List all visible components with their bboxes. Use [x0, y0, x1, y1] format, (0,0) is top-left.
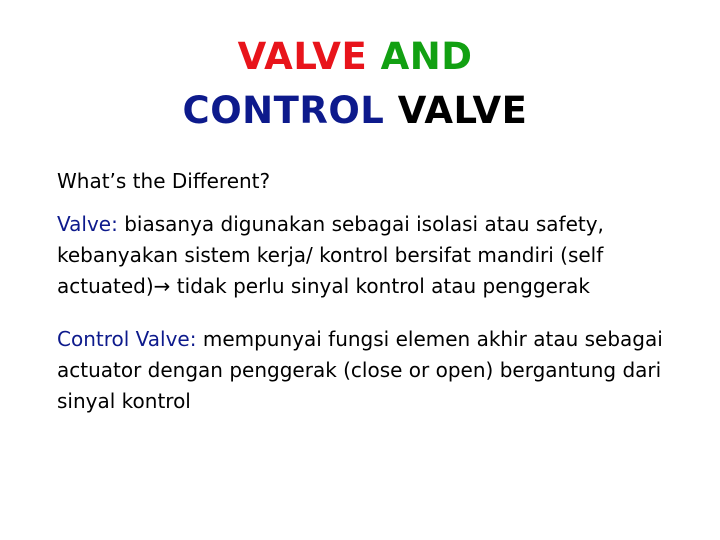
title-word-valve: VALVE [237, 35, 368, 78]
title-word-and: AND [380, 35, 473, 78]
title-word-control: CONTROL [182, 89, 385, 132]
right-arrow-icon: → [153, 274, 171, 298]
title-word-valve-2: VALVE [397, 89, 528, 132]
slide-title [120, 30, 590, 138]
slide-body [57, 166, 677, 417]
valve-term: Valve: [57, 212, 118, 236]
valve-definition [57, 209, 677, 302]
title-line-2 [120, 84, 590, 138]
title-line-1 [120, 30, 590, 84]
intro-question: What’s the Different? [57, 169, 271, 193]
control-valve-definition [57, 324, 677, 417]
control-valve-description: mempunyai fungsi elemen akhir atau sebagai actuator dengan penggerak (close or open) bergantung dari sinyal kontrol [57, 327, 663, 413]
valve-description-continued: tidak perlu sinyal kontrol atau penggerak [176, 274, 590, 298]
valve-description: biasanya digunakan sebagai isolasi atau safety, kebanyakan sistem kerja/ kontrol bersifat mandiri (self actuated) [57, 212, 604, 298]
control-valve-term: Control Valve: [57, 327, 197, 351]
